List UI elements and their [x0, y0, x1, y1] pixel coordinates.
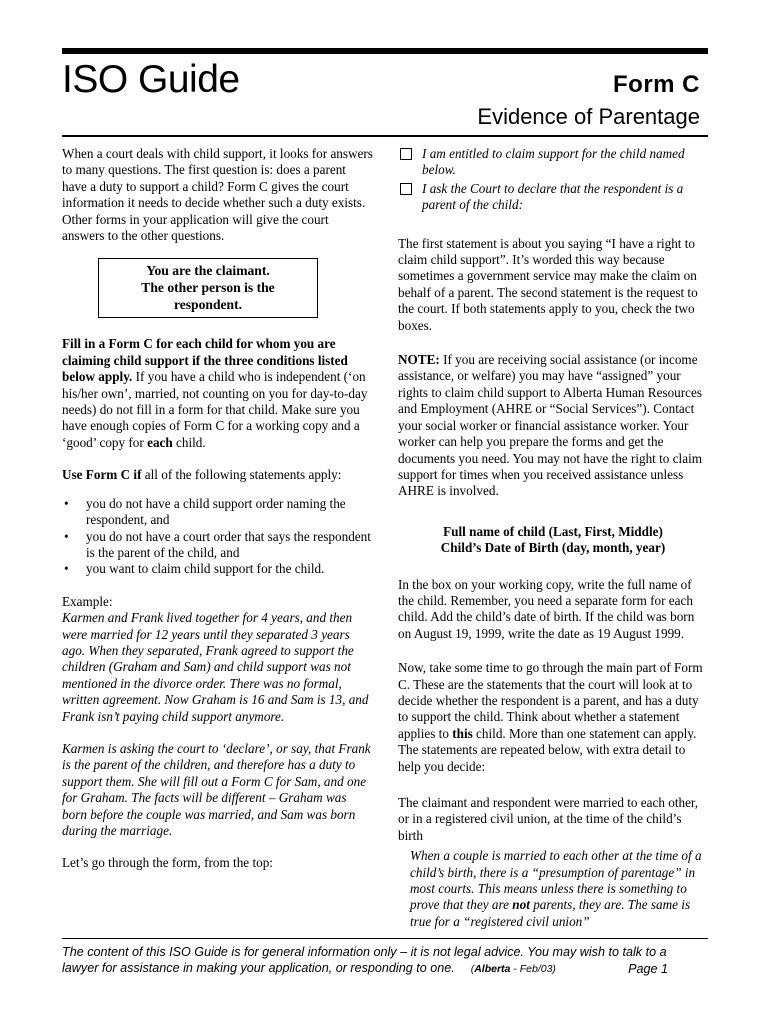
header-rule	[62, 135, 708, 137]
fill-in-text-end: child.	[172, 434, 206, 450]
child-name-heading: Full name of child (Last, First, Middle)	[443, 523, 663, 539]
fill-in-text: If you have a child who is independent (‘on his/her own’, married, not counting on you for day-to-day needs) do not fill in a form for that child. Make sure you have enough copies of Form C for a working copy and a ‘good’ copy for	[62, 369, 368, 450]
main-part-paragraph	[398, 660, 708, 775]
use-form-paragraph	[62, 467, 374, 483]
left-column	[62, 146, 374, 872]
main-part-text: Now, take some time to go through the main part of Form C. These are the statements that the court will look at to decide whether the respondent is a parent, and has a duty to support the child. Think about whether a statement applies to	[398, 660, 703, 741]
checkbox-statement-1-text: I am entitled to claim support for the child named below.	[422, 146, 685, 178]
edition-date: - Feb/03)	[510, 963, 556, 975]
example-paragraph-1: Karmen and Frank lived together for 4 years, and then were married for 12 years until they separated 3 years ago. When they separated, Frank agreed to support the children (Graham and Sam) and child support was not mentioned in the divorce order. There was no formal, written agreement. Now Graham is 16 and Sam is 13, and Frank isn’t paying child support anymore.	[62, 610, 369, 724]
presumption-paragraph	[398, 848, 708, 930]
note-text: If you are receiving social assistance (or income assistance, or welfare) you may have “assigned” your rights to claim child support to Alberta Human Resources and Employment (AHRE or “Social Services”). Contact your social worker or financial assistance worker. Your worker can help you prepare the forms and get the documents you need. You may not have the right to claim support for times when you received assistance unless AHRE is involved.	[398, 352, 702, 499]
claimant-box-line-2: The other person is the	[141, 280, 275, 296]
closing-paragraph: Let’s go through the form, from the top:	[62, 855, 273, 871]
each-bold: each	[147, 434, 173, 450]
claimant-box	[98, 258, 318, 318]
footer-rule	[62, 938, 708, 939]
guide-title: ISO Guide	[62, 58, 240, 101]
top-rule	[62, 48, 708, 54]
checkbox-statement-2	[398, 181, 708, 214]
checkbox-icon	[400, 183, 412, 195]
right-column	[398, 146, 708, 930]
conditions-list	[62, 496, 374, 578]
note-bold: NOTE:	[398, 352, 440, 368]
statements-paragraph: The first statement is about you saying “I have a right to claim child support”. It’s worded this way because sometimes a government service may make the claim on behalf of a parent. The second statement is the request to the court. If both statements apply to you, check the two boxes.	[398, 235, 698, 333]
claimant-box-line-3: respondent.	[173, 297, 243, 313]
main-part-text-end: child. More than one statement can apply. The statements are repeated below, with extra detail to help you decide:	[398, 725, 697, 774]
condition-item: • you want to claim child support for the child.	[62, 561, 374, 577]
edition-province: Alberta	[474, 963, 511, 975]
footer	[62, 944, 708, 977]
married-statement: The claimant and respondent were married to each other, or in a registered civil union, at the time of the child’s birth	[398, 795, 699, 843]
disclaimer-line-1: The content of this ISO Guide is for general information only – it is not legal advice. You may wish to talk to a	[62, 945, 667, 959]
example-paragraph-2: Karmen is asking the court to ‘declare’, or say, that Frank is the parent of the children, and therefore has a duty to support them. She will fill out a Form C for Sam, and one for Graham. The facts will be different – Graham was born before the couple was married, and Sam was born during the marriage.	[62, 740, 371, 838]
not-bold: not	[512, 897, 530, 913]
presumption-text-end: parents, they are. The same is true for a “registered civil union”	[410, 897, 691, 929]
use-form-bold: Use Form C if	[62, 467, 142, 483]
edition-label	[471, 963, 556, 975]
page-number: Page 1	[628, 962, 668, 976]
form-subtitle: Evidence of Parentage	[477, 104, 700, 129]
disclaimer-line-2-text: lawyer for assistance in making your application, or responding to one.	[62, 961, 455, 975]
use-form-text: all of the following statements apply:	[141, 467, 342, 483]
child-dob-heading: Child’s Date of Birth (day, month, year)	[440, 540, 666, 556]
disclaimer-line-2	[62, 960, 708, 977]
presumption-text: When a couple is married to each other at the time of a child’s birth, there is a “presumption of parentage” in most courts. This means unless there is something to prove that they are	[410, 848, 702, 913]
checkbox-statement-2-text: I ask the Court to declare that the respondent is a parent of the child:	[422, 180, 684, 213]
condition-item: • you do not have a child support order naming the respondent, and	[62, 496, 374, 529]
checkbox-icon	[400, 148, 412, 160]
checkbox-statement-1	[398, 146, 708, 179]
edition-open: (	[470, 963, 475, 975]
example-label: Example:	[62, 593, 113, 609]
fill-in-paragraph	[62, 336, 374, 451]
form-label: Form C	[613, 71, 700, 98]
condition-item: • you do not have a court order that says the respondent is the parent of the child, and	[62, 529, 374, 562]
intro-paragraph: When a court deals with child support, it looks for answers to many questions. The first question is: does a parent have a duty to support a child? Form C gives the court information it needs to decide whether such a duty exists. Other forms in your application will give the court answers to the other questions.	[62, 146, 373, 244]
note-paragraph	[398, 352, 708, 500]
this-bold: this	[452, 725, 473, 741]
working-copy-paragraph: In the box on your working copy, write the full name of the child. Remember, you need a separate form for each child. Add the child’s date of birth. If the child was born on August 19, 1999, write the date as 19 August 1999.	[398, 576, 695, 641]
fill-in-bold: Fill in a Form C for each child for whom you are claiming child support if the three conditions listed below apply.	[62, 336, 348, 385]
claimant-box-line-1: You are the claimant.	[146, 263, 270, 279]
